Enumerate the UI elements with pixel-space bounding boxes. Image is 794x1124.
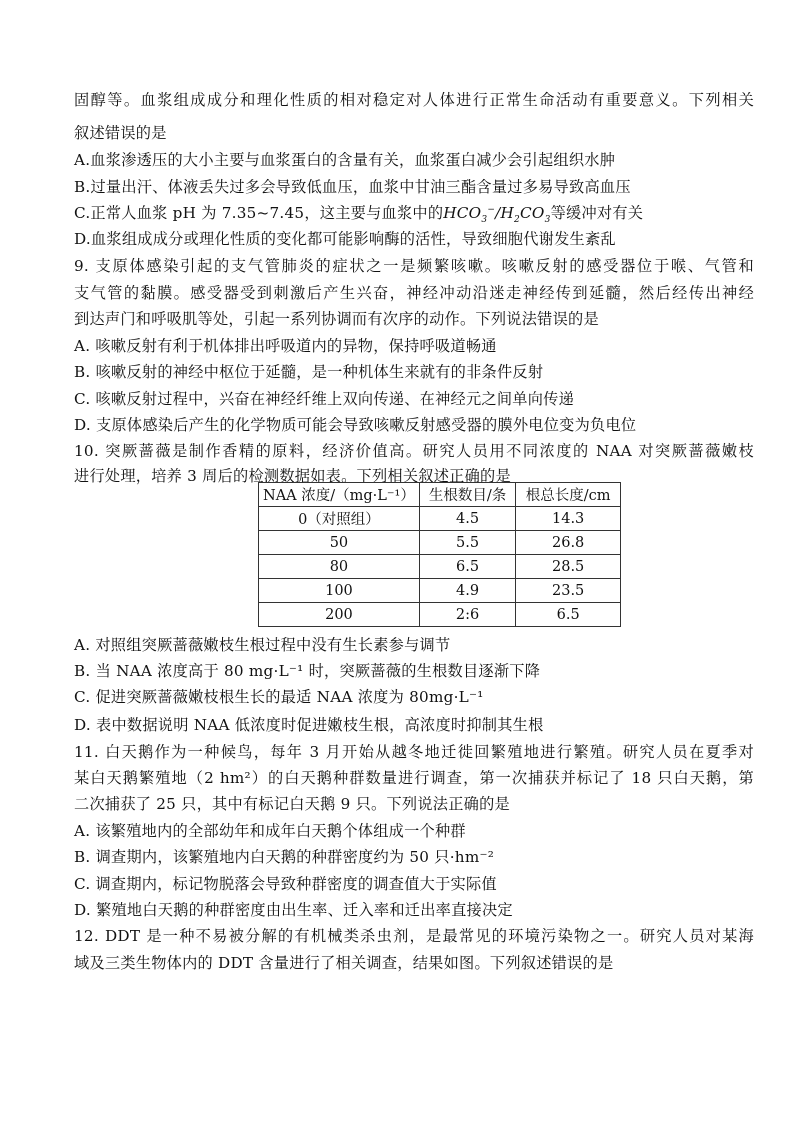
q9-stem-line2: 支气管的黏膜。感受器受到刺激后产生兴奋，神经冲动沿迷走神经传到延髓，然后经传出神经 [74, 284, 754, 302]
table-cell: 200 [259, 603, 420, 627]
q10-option-c: C. 促进突厥蔷薇嫩枝根生长的最适 NAA 浓度为 80mg·L⁻¹ [74, 688, 484, 706]
naa-data-table [258, 482, 621, 627]
formula-h-sub: 2 [514, 215, 520, 226]
table-cell: 14.3 [516, 507, 621, 531]
table-row [259, 555, 621, 579]
table-cell: 26.8 [516, 531, 621, 555]
q9-stem-line1: 9. 支原体感染引起的支气管肺炎的症状之一是频繁咳嗽。咳嗽反射的感受器位于喉、气管和 [74, 257, 754, 275]
q10-stem-line1: 10. 突厥蔷薇是制作香精的原料，经济价值高。研究人员用不同浓度的 NAA 对突厥蔷薇嫩枝 [74, 442, 754, 460]
q11-stem-line3: 二次捕获了 25 只，其中有标记白天鹅 9 只。下列说法正确的是 [74, 795, 510, 813]
q8-option-c-prefix: C.正常人血浆 pH 为 7.35~7.45，这主要与血浆中的 [74, 204, 444, 222]
table-header-row [259, 483, 621, 507]
table-cell: 4.9 [419, 579, 515, 603]
table-cell: 4.5 [419, 507, 515, 531]
q8-stem-line2: 叙述错误的是 [74, 124, 167, 142]
formula-co-sub: 3 [544, 215, 551, 226]
q8-stem-line1: 固醇等。血浆组成成分和理化性质的相对稳定对人体进行正常生命活动有重要意义。下列相关 [74, 91, 754, 109]
q9-option-a: A. 咳嗽反射有利于机体排出呼吸道内的异物，保持呼吸道畅通 [74, 337, 497, 355]
table-cell: 5.5 [419, 531, 515, 555]
table-cell: 23.5 [516, 579, 621, 603]
table-cell: 50 [259, 531, 420, 555]
q10-stem-line2: 进行处理，培养 3 周后的检测数据如表。下列相关叙述正确的是 [74, 467, 511, 485]
q10-option-a: A. 对照组突厥蔷薇嫩枝生根过程中没有生长素参与调节 [74, 636, 451, 654]
q10-option-d: D. 表中数据说明 NAA 低浓度时促进嫩枝生根，高浓度时抑制其生根 [74, 716, 544, 734]
table-cell: 28.5 [516, 555, 621, 579]
formula-co: CO [520, 204, 545, 222]
q8-option-a: A.血浆渗透压的大小主要与血浆蛋白的含量有关，血浆蛋白减少会引起组织水肿 [74, 151, 616, 169]
q11-stem-line2: 某白天鹅繁殖地（2 hm²）的白天鹅种群数量进行调查，第一次捕获并标记了 18 只白天鹅，第 [74, 769, 754, 787]
buffer-formula [443, 204, 551, 226]
q12-stem-line1: 12. DDT 是一种不易被分解的有机械类杀虫剂，是最常见的环境污染物之一。研究人员对某海 [74, 927, 754, 945]
q11-option-c: C. 调查期内，标记物脱落会导致种群密度的调查值大于实际值 [74, 875, 497, 893]
q8-option-b: B.过量出汗、体液丢失过多会导致低血压，血浆中甘油三酯含量过多易导致高血压 [74, 178, 631, 196]
q9-stem-line3: 到达声门和呼吸肌等处，引起一系列协调而有次序的动作。下列说法错误的是 [74, 310, 599, 328]
table-header-cell: 生根数目/条 [419, 483, 515, 507]
table-row [259, 507, 621, 531]
q8-option-c [74, 203, 754, 226]
table-row [259, 579, 621, 603]
q9-option-b: B. 咳嗽反射的神经中枢位于延髓，是一种机体生来就有的非条件反射 [74, 363, 544, 381]
q12-stem-line2: 域及三类生物体内的 DDT 含量进行了相关调查，结果如图。下列叙述错误的是 [74, 954, 614, 972]
table-cell: 80 [259, 555, 420, 579]
q8-option-d: D.血浆组成成分或理化性质的变化都可能影响酶的活性，导致细胞代谢发生紊乱 [74, 230, 616, 248]
formula-hco: HCO [443, 204, 482, 222]
formula-hco-sub: 3 [481, 215, 488, 226]
q9-option-c: C. 咳嗽反射过程中，兴奋在神经纤维上双向传递、在神经元之间单向传递 [74, 390, 575, 408]
table-row [259, 603, 621, 627]
table-row [259, 531, 621, 555]
formula-hco-sup: − [487, 204, 496, 215]
formula-slash: / [495, 204, 501, 222]
table-cell: 0（对照组） [259, 507, 420, 531]
table-cell: 2:6 [419, 603, 515, 627]
table-cell: 6.5 [516, 603, 621, 627]
table-cell: 6.5 [419, 555, 515, 579]
table-header-cell: 根总长度/cm [516, 483, 621, 507]
q8-option-c-suffix: 等缓冲对有关 [550, 204, 644, 222]
q9-option-d: D. 支原体感染后产生的化学物质可能会导致咳嗽反射感受器的膜外电位变为负电位 [74, 416, 637, 434]
q11-option-d: D. 繁殖地白天鹅的种群密度由出生率、迁入率和迁出率直接决定 [74, 901, 513, 919]
formula-h: H [500, 204, 515, 222]
q10-option-b: B. 当 NAA 浓度高于 80 mg·L⁻¹ 时，突厥蔷薇的生根数目逐渐下降 [74, 662, 541, 680]
table-header-cell: NAA 浓度/（mg·L⁻¹） [259, 483, 420, 507]
q11-option-a: A. 该繁殖地内的全部幼年和成年白天鹅个体组成一个种群 [74, 822, 466, 840]
table-cell: 100 [259, 579, 420, 603]
q11-stem-line1: 11. 白天鹅作为一种候鸟，每年 3 月开始从越冬地迁徙回繁殖地进行繁殖。研究人员在夏季对 [74, 743, 754, 761]
q11-option-b: B. 调查期内，该繁殖地内白天鹅的种群密度约为 50 只·hm⁻² [74, 848, 495, 866]
